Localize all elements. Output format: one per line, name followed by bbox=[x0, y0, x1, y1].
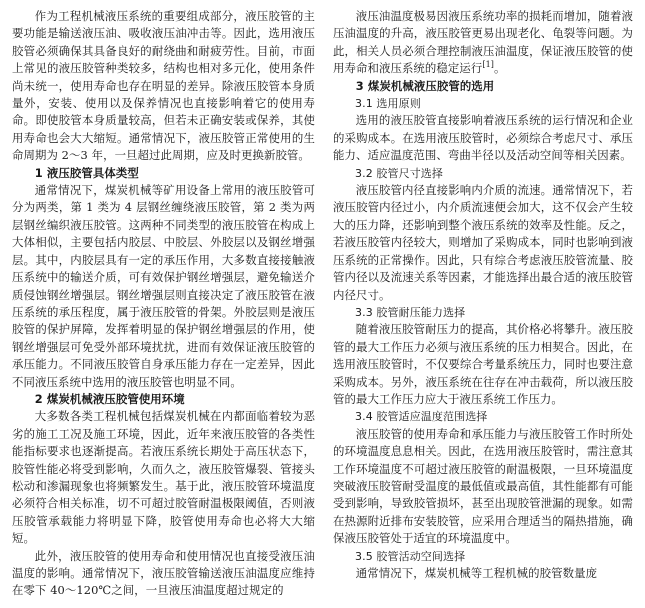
continued-paragraph bbox=[333, 8, 633, 78]
subsection-heading-3-1: 3.1 选用原则 bbox=[355, 97, 421, 111]
intro-paragraph: 作为工程机械液压系统的重要组成部分，液压胶管的主要功能是输送液压油、吸收液压油冲击等。因此，选用液压胶管必须确保其具备良好的耐绕曲和耐疲劳性。目前，市面上常见的液压胶管种类较多，结构也相对多元化，使用条件尚未统一，使用寿命也存在明显的差异。除液压胶管本身质量外，安装、使用以及保养情况也直接影响着它的使用寿命。即使胶管本身质量较高，但若未正确安装或保养，其使用寿命也会大大缩短。通常情况下，液压胶管正常使用的生命周期为 2～3 年，一旦超过此周期，应及时更换新胶管。 bbox=[12, 9, 315, 163]
hose-types-paragraph: 通常情况下，煤炭机械等矿用设备上常用的液压胶管可分为两类，第 1 类为 4 层钢丝缠绕液压胶管，第 2 类为两层钢丝编织液压胶管。这两种不同类型的液压胶管在构成上大体相似，主要包括内胶层、中胶层、外胶层以及钢丝增强层。其中，内胶层具有一定的承压作用，大多数直接接触液压系统中的输送介质，可有效保护钢丝增强层，避免输送介质侵蚀钢丝增强层。钢丝增强层则直接决定了液压胶管在液压系统的承压程度，属于液压胶管的骨架。外胶层则是液压胶管的保护屏障，发挥着明显的保护钢丝增强层的作用，使钢丝增强层可免受外部环境扰扰，进而有效保证液压胶管的承压能力。不同液压胶管自身承压能力存在一定差异，因此不同液压系统中选用的液压胶管也明显不同。 bbox=[12, 183, 315, 389]
oil-temperature-paragraph: 此外，液压胶管的使用寿命和使用情况也直接受液压油温度的影响。通常情况下，液压胶管输送液压油温度应维持在零下 40～120℃之间，一旦液压油温度超过规定的 bbox=[12, 548, 315, 598]
selection-principle-paragraph: 选用的液压胶管直接影响着液压系统的运行情况和企业的采购成本。在选用液压胶管时，必须综合考虑尺寸、承压能力、适应温度范围、弯曲半径以及活动空间等相关因素。 bbox=[333, 113, 633, 163]
section-heading-2: 2 煤炭机械液压胶管使用环境 bbox=[34, 391, 185, 406]
subsection-heading-3-4: 3.4 胶管适应温度范围选择 bbox=[355, 410, 488, 424]
pressure-selection-paragraph: 随着液压胶管耐压力的提高，其价格必将攀升。液压胶管的最大工作压力必须与液压系统的压力相契合。因此，在选用液压胶管时，不仅要综合考量系统压力，同时也要注意采购成本。另外，液压系统在往存在冲击载荷，所以液压胶管的最大工作压力应大于液压系统工作压力。 bbox=[333, 322, 633, 406]
citation-ref: [1] bbox=[482, 60, 495, 70]
temperature-selection-paragraph: 液压胶管的使用寿命和承压能力与液压胶管工作时所处的环境温度息息相关。因此，在选用液压胶管时，需注意其工作环境温度不可超过液压胶管的耐温极限，一旦环境温度突破液压胶管耐受温度的最低值或最高值，其性能都有可能受到影响，导致胶管损坏，甚至出现胶管泄漏的现象。如需在热源附近排布安装胶管，应采用合理适当的隔热措施，确保液压胶管处于适宜的环境温度中。 bbox=[333, 426, 633, 546]
left-column bbox=[12, 8, 315, 600]
section-heading-1: 1 液压胶管具体类型 bbox=[34, 165, 139, 180]
space-selection-paragraph: 通常情况下，煤炭机械等工程机械的胶管数量庞 bbox=[355, 566, 598, 580]
subsection-heading-3-3: 3.3 胶管耐压能力选择 bbox=[355, 305, 466, 319]
right-column bbox=[333, 8, 633, 582]
size-selection-paragraph: 液压胶管内径直接影响内介质的流速。通常情况下，若液压胶管内径过小，内介质流速便会加大，这不仅会产生较大的压力降，还影响到整个液压系统的效率及性能。反之，若液压胶管内径较大，则增加了采购成本，同时也影响到液压系统的正常操作。因此，只有综合考虑液压胶管流量、胶管内径以及流速关系等因素，才能选择出最合适的液压胶管内径尺寸。 bbox=[333, 183, 633, 302]
section-heading-3: 3 煤炭机械液压胶管的选用 bbox=[355, 78, 495, 93]
subsection-heading-3-5: 3.5 胶管活动空间选择 bbox=[355, 549, 466, 563]
subsection-heading-3-2: 3.2 胶管尺寸选择 bbox=[355, 166, 443, 180]
environment-paragraph: 大多数各类工程机械包括煤炭机械在内都面临着较为恶劣的施工工况及施工环境，因此，近年来液压胶管的各类性能指标要求也逐渐提高。若液压系统长期处于高压状态下，胶管性能必将受到影响，久而久之，液压胶管爆裂、管接头松动和渗漏现象也将频繁发生。基于此，液压胶管环境温度必须符合相关标准，切不可超过胶管耐温极限阈值，否则液压胶管承载能力将明显下降，胶管使用寿命也必将大大缩短。 bbox=[12, 409, 315, 546]
continued-text: 液压油温度极易因液压系统功率的损耗而增加，随着液压油温度的升高，液压胶管更易出现老化、龟裂等问题。为此，相关人员必须合理控制液压油温度，保证液压胶管的使用寿命和液压系统的稳定运行 bbox=[333, 9, 633, 76]
continued-text-end: 。 bbox=[494, 61, 506, 76]
